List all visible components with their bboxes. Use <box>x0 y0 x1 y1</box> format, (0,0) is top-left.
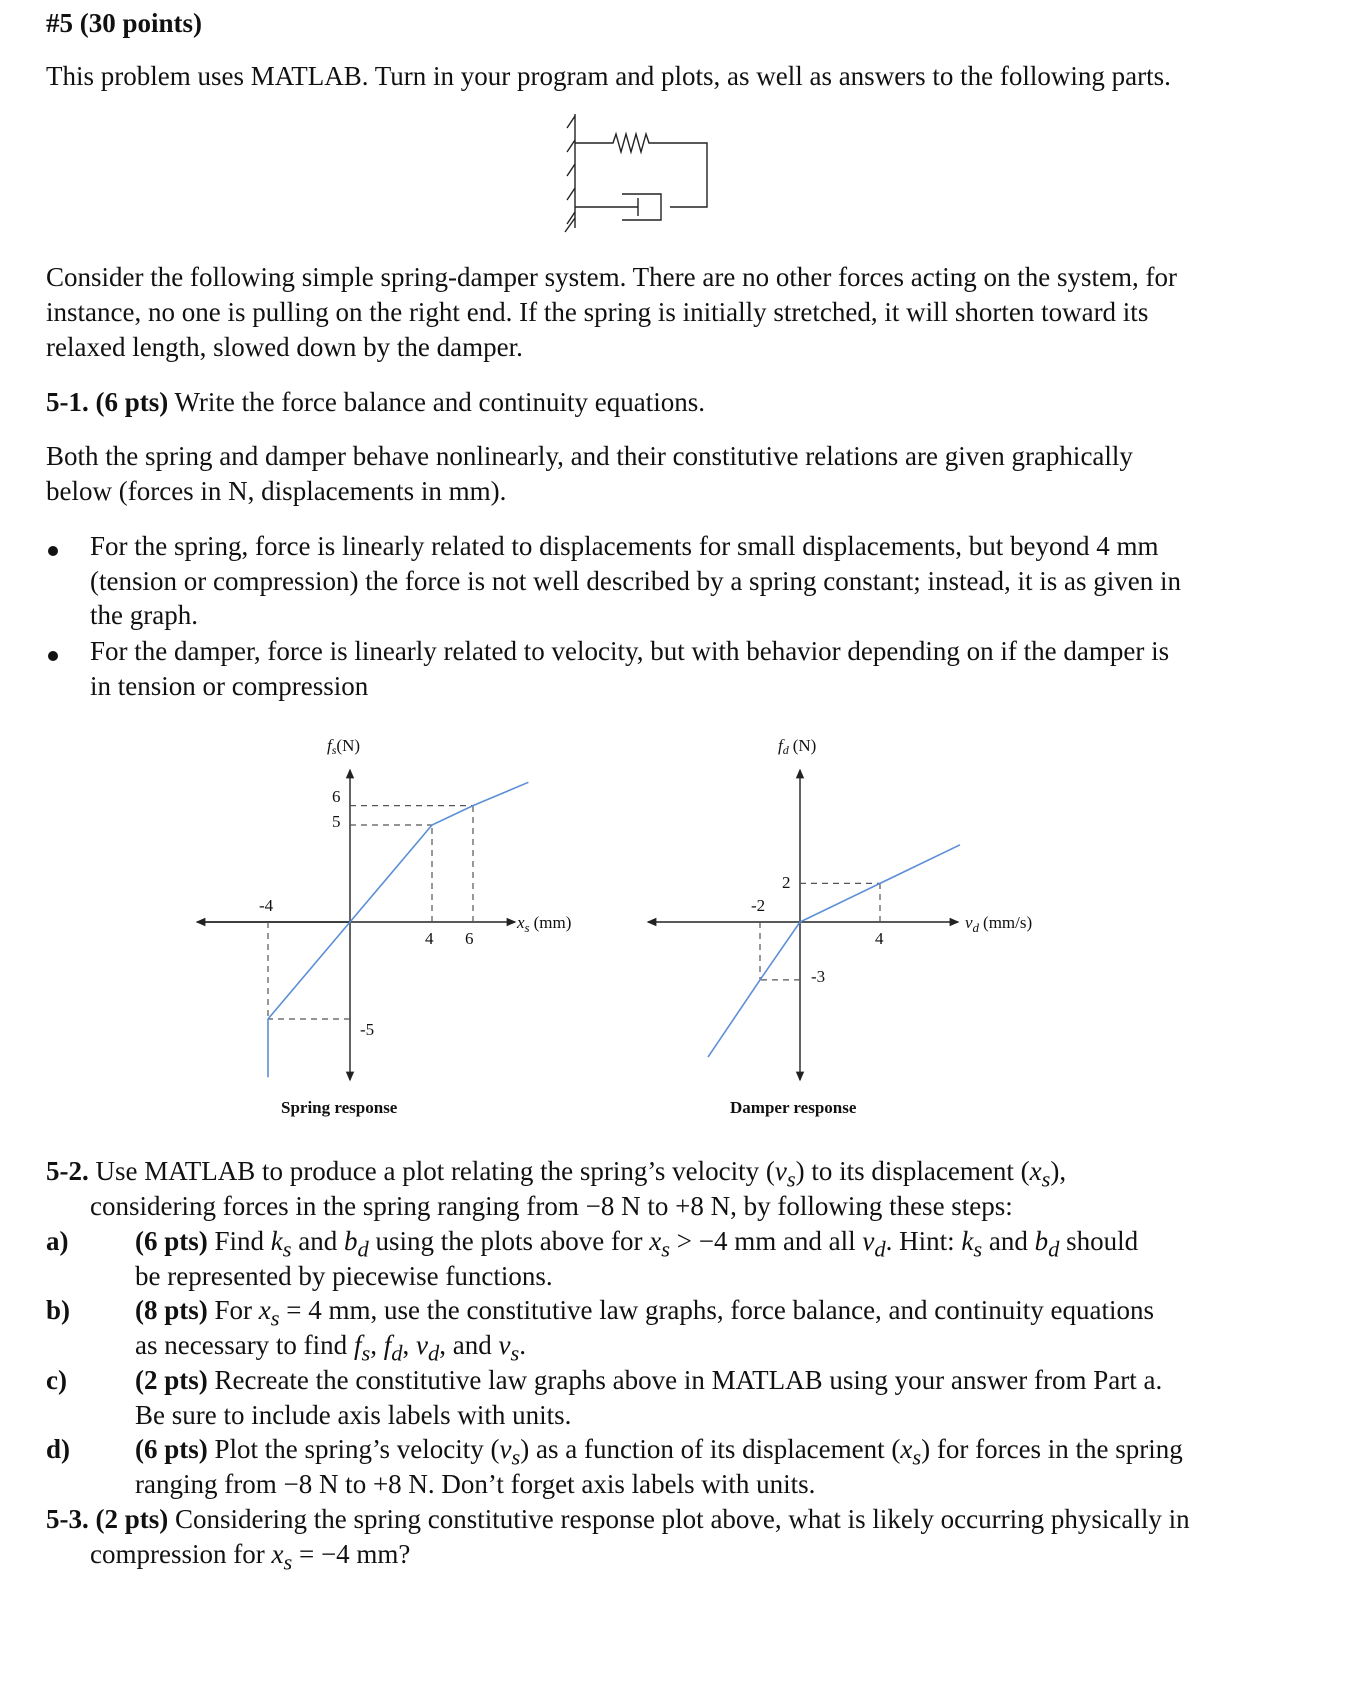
question-5-1-text: Write the force balance and continuity equations. <box>168 387 705 417</box>
spring-tick-x4: 4 <box>425 929 434 948</box>
description-line-3: relaxed length, slowed down by the damper. <box>46 332 523 362</box>
bullet-dot <box>48 651 58 661</box>
damper-tick-xm2: -2 <box>751 896 766 915</box>
spring-response-chart <box>185 725 615 1125</box>
bullet-1-line-1: For the spring, force is linearly related to displacements for small displacements, but beyond 4 mm <box>90 531 1159 561</box>
part-d-letter: d) <box>46 1434 71 1464</box>
spring-damper-schematic <box>555 110 715 240</box>
spring-tick-y5: 5 <box>332 812 341 831</box>
part-d-line-2: ranging from −8 N to +8 N. Don’t forget axis labels with units. <box>135 1469 816 1499</box>
bullet-2-line-2: in tension or compression <box>90 671 369 701</box>
behavior-line-1: Both the spring and damper behave nonlinearly, and their constitutive relations are given graphically <box>46 441 1133 471</box>
damper-caption: Damper response <box>730 1098 857 1117</box>
behavior-line-2: below (forces in N, displacements in mm). <box>46 476 507 506</box>
part-c-letter: c) <box>46 1365 67 1395</box>
part-a-line-2: be represented by piecewise functions. <box>135 1261 553 1291</box>
part-b-line-2: as necessary to find $f_s$, $f_d$, $v_d$, and $v_s$. <box>135 1330 526 1366</box>
spring-y-axis-label: fs(N) <box>327 736 361 757</box>
bullet-2-line-1: For the damper, force is linearly related to velocity, but with behavior depending on if the damper is <box>90 636 1170 666</box>
damper-tick-ym3: -3 <box>811 967 826 986</box>
bullet-dot <box>48 546 58 556</box>
part-a-line-1: (6 pts) Find $k_s$ and $b_d$ using the plots above for $x_s > -4$ mm and all $v_d$. Hint: $k_s$ and $b_d$ should <box>135 1226 1139 1262</box>
part-a-letter: a) <box>46 1226 69 1256</box>
damper-curve <box>708 845 960 1057</box>
spring-tick-ym5: -5 <box>360 1020 375 1039</box>
intro-text: This problem uses MATLAB. Turn in your program and plots, as well as answers to the following parts. <box>46 61 1171 91</box>
part-d-line-1: (6 pts) Plot the spring’s velocity $(v_s)$ as a function of its displacement $(x_s)$ for forces in the spring <box>135 1434 1183 1470</box>
spring-x-axis-label: $x_s$ (mm) <box>517 913 572 935</box>
damper-tick-y2: 2 <box>782 873 791 892</box>
damper-response-chart <box>640 725 1100 1125</box>
question-5-1 <box>46 384 705 421</box>
spring-curve <box>268 782 528 1077</box>
part-b-letter: b) <box>46 1295 71 1325</box>
spring-caption: Spring response <box>281 1098 398 1117</box>
question-5-2-line-1: 5-2. Use MATLAB to produce a plot relating the spring’s velocity $(v_s)$ to its displacement $(x_s)$, <box>46 1156 1067 1192</box>
part-c-line-2: Be sure to include axis labels with units. <box>135 1400 572 1430</box>
description-line-1: Consider the following simple spring-damper system. There are no other forces acting on the system, for <box>46 262 1177 292</box>
question-5-3-line-1: 5-3. (2 pts) Considering the spring constitutive response plot above, what is likely occurring physically in <box>46 1504 1190 1534</box>
spring-tick-xm4: -4 <box>259 896 274 915</box>
problem-title: #5 (30 points) <box>46 8 203 38</box>
question-5-3-line-2: compression for $x_s = -4$ mm? <box>90 1539 411 1575</box>
spring-tick-x6: 6 <box>465 929 474 948</box>
bullet-1-line-2: (tension or compression) the force is not well described by a spring constant; instead, it is as given in <box>90 566 1182 596</box>
question-5-3-label: 5-3. (2 pts) <box>46 1504 169 1534</box>
question-5-2-label: 5-2. <box>46 1156 89 1186</box>
spring-tick-y6: 6 <box>332 787 341 806</box>
bullet-1-line-3: the graph. <box>90 600 198 630</box>
spring-symbol <box>575 134 707 207</box>
part-b-line-1: (8 pts) For $x_s = 4$ mm, use the constitutive law graphs, force balance, and continuity equations <box>135 1295 1155 1331</box>
question-5-2-line-2: considering forces in the spring ranging from −8 N to +8 N, by following these steps: <box>90 1191 1013 1221</box>
part-c-line-1: (2 pts) Recreate the constitutive law graphs above in MATLAB using your answer from Part a. <box>135 1365 1163 1395</box>
damper-x-axis-label: $v_d$ (mm/s) <box>965 913 1033 935</box>
damper-y-axis-label: fd (N) <box>778 736 817 757</box>
description-line-2: instance, no one is pulling on the right end. If the spring is initially stretched, it will shorten toward its <box>46 297 1149 327</box>
question-5-1-label: 5-1. (6 pts) <box>46 387 169 417</box>
damper-tick-x4: 4 <box>875 929 884 948</box>
